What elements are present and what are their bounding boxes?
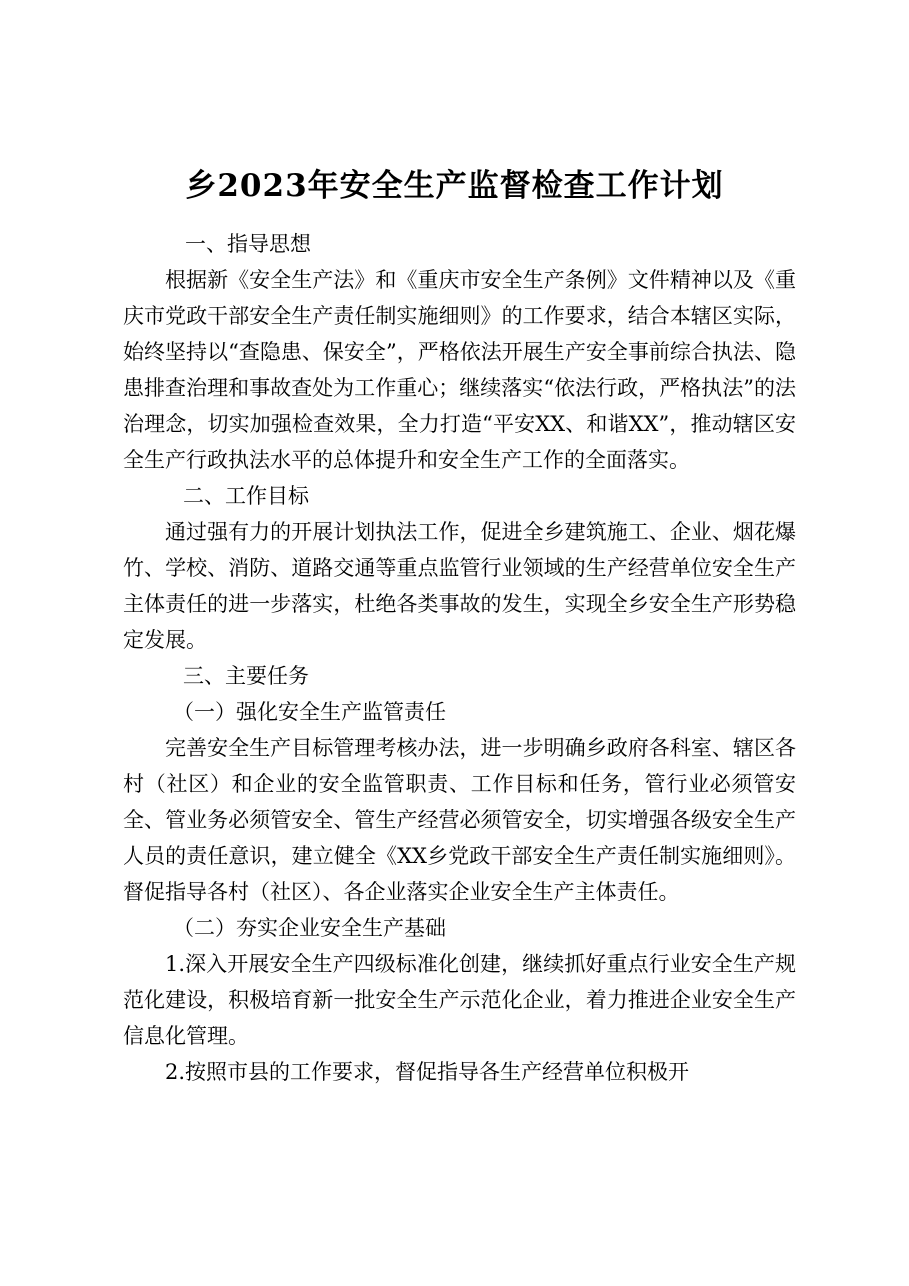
subsection-heading: （一）强化安全生产监管责任 — [173, 700, 446, 724]
paragraph: 完善安全生产目标管理考核办法，进一步明确乡政府各科室、辖区各村（社区）和企业的安全监管职责、工作目标和任务，管行业必须管安全、管业务必须管安全、管生产经营必须管安全，切实增强各级安全生产人员的责任意识，建立健全《XX乡党政干部安全生产责任制实施细则》。督促指导各村（社区）、各企业落实企业安全生产主体责任。 — [123, 736, 796, 904]
paragraph: 通过强有力的开展计划执法工作，促进全乡建筑施工、企业、烟花爆竹、学校、消防、道路交通等重点监管行业领域的生产经营单位安全生产主体责任的进一步落实，杜绝各类事故的发生，实现全乡安全生产形势稳定发展。 — [123, 520, 796, 652]
paragraph: 根据新《安全生产法》和《重庆市安全生产条例》文件精神以及《重庆市党政干部安全生产责任制实施细则》的工作要求，结合本辖区实际，始终坚持以“查隐患、保安全”，严格依法开展生产安全事前综合执法、隐患排查治理和事故查处为工作重心；继续落实“依法行政，严格执法”的法治理念，切实加强检查效果，全力打造“平安XX、和谐XX”，推动辖区安全生产行政执法水平的总体提升和安全生产工作的全面落实。 — [123, 268, 796, 472]
section-heading: 二、工作目标 — [183, 484, 309, 508]
document-body — [123, 226, 796, 1090]
section-heading: 三、主要任务 — [183, 664, 309, 688]
subsection-heading: （二）夯实企业安全生产基础 — [173, 916, 446, 940]
document-title: 乡2023年安全生产监督检查工作计划 — [185, 168, 724, 204]
paragraph: 1.深入开展安全生产四级标准化创建，继续抓好重点行业安全生产规范化建设，积极培育新一批安全生产示范化企业，着力推进企业安全生产信息化管理。 — [123, 952, 796, 1048]
paragraph: 2.按照市县的工作要求，督促指导各生产经营单位积极开 — [165, 1060, 690, 1084]
section-heading: 一、指导思想 — [185, 232, 311, 256]
